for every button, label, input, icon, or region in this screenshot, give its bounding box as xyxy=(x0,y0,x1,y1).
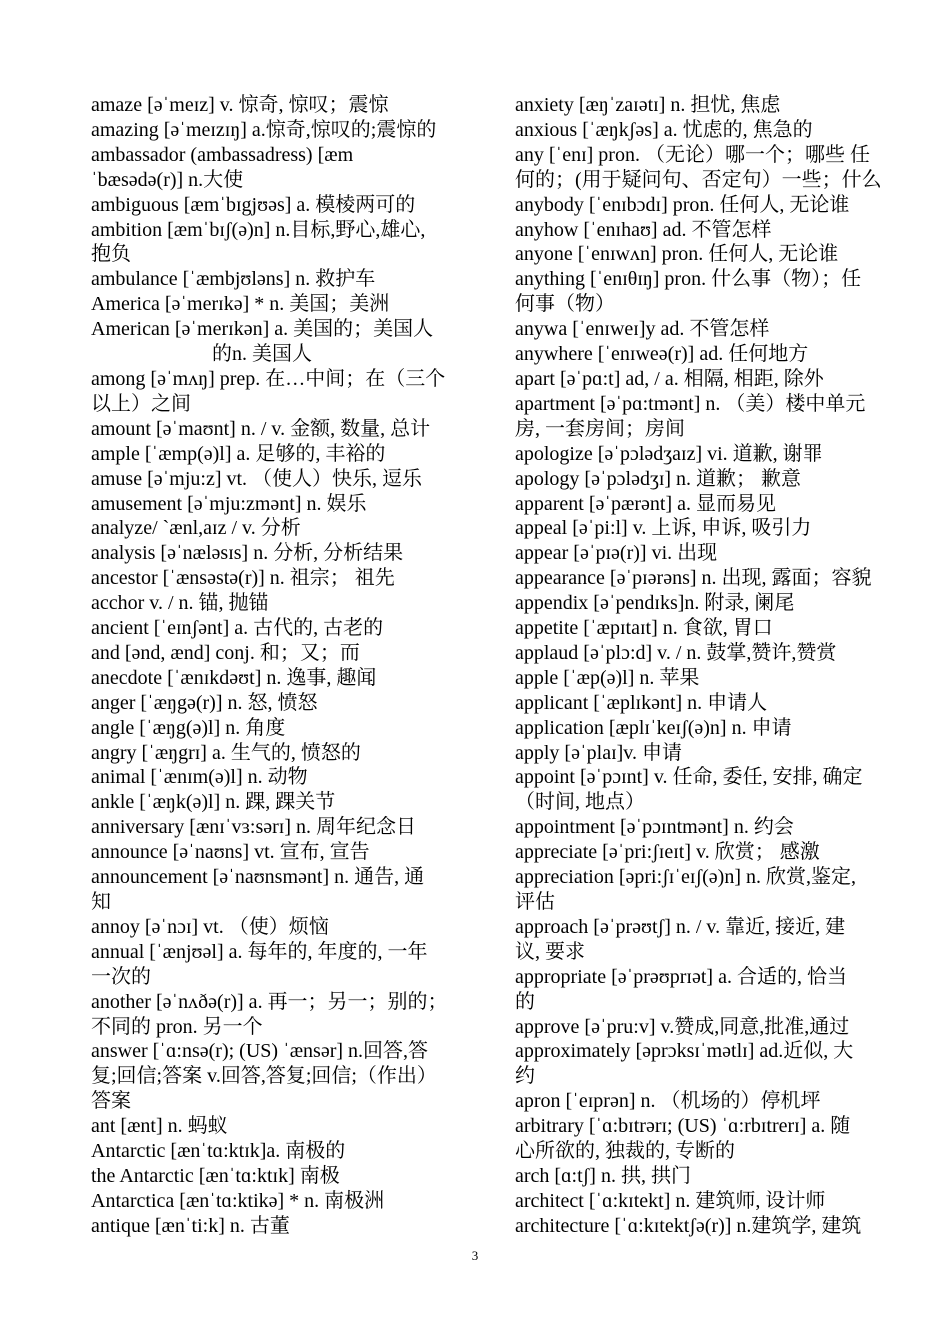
dictionary-entry xyxy=(91,1214,486,1239)
entry-line: the Antarctic [ænˈtɑ:ktɪk] 南极 xyxy=(91,1164,340,1187)
entry-line: amusement [əˈmju:zmənt] n. 娱乐 xyxy=(91,492,367,515)
entry-line: appearance [əˈpɪərəns] n. 出现, 露面；容貌 xyxy=(515,567,872,590)
entry-line: Antarctic [ænˈtɑ:ktɪk]a. 南极的 xyxy=(91,1140,346,1163)
dictionary-entry xyxy=(91,367,486,417)
entry-line: appeal [əˈpi:l] v. 上诉, 申诉, 吸引力 xyxy=(515,517,812,540)
entry-line: 何事（物） xyxy=(515,293,615,316)
dictionary-entry xyxy=(515,143,909,193)
entry-line: 一次的 xyxy=(91,965,151,988)
entry-line: amaze [əˈmeɪz] v. 惊奇, 惊叹；震惊 xyxy=(91,94,389,116)
entry-line: amuse [əˈmju:z] vt. （使人）快乐, 逗乐 xyxy=(91,467,423,490)
entry-line: annual [ˈænjʊəl] a. 每年的, 年度的, 一年 xyxy=(91,940,428,963)
right-column xyxy=(515,93,909,1239)
dictionary-entry xyxy=(91,118,486,143)
dictionary-entry xyxy=(515,218,909,243)
dictionary-entry xyxy=(91,616,486,641)
entry-line: applaud [əˈplɔ:d] v. / n. 鼓掌,赞许,赞赏 xyxy=(515,641,837,664)
entry-line: appendix [əˈpendɪks]n. 附录, 阑尾 xyxy=(515,592,795,615)
entry-line: 答案 xyxy=(91,1090,131,1113)
dictionary-entry xyxy=(91,143,486,193)
dictionary-entry xyxy=(515,591,909,616)
dictionary-entry xyxy=(515,1089,909,1114)
dictionary-entry xyxy=(91,691,486,716)
entry-line: （时间, 地点） xyxy=(515,791,645,814)
dictionary-entry xyxy=(91,666,486,691)
dictionary-entry xyxy=(515,93,909,118)
entry-line: 心所欲的, 独裁的, 专断的 xyxy=(515,1140,735,1163)
entry-line: appreciation [əpri:ʃɪˈeɪʃ(ə)n] n. 欣赏,鉴定, xyxy=(515,866,856,889)
entry-line: ambulance [ˈæmbjʊləns] n. 救护车 xyxy=(91,268,376,291)
entry-line: 房, 一套房间；房间 xyxy=(515,417,685,440)
dictionary-entry xyxy=(515,865,909,915)
dictionary-entry xyxy=(515,118,909,143)
entry-line: architect [ˈɑ:kɪtekt] n. 建筑师, 设计师 xyxy=(515,1189,826,1212)
entry-line: 何的；(用于疑问句、否定句）一些；什么 xyxy=(515,168,882,191)
dictionary-entry xyxy=(515,1015,909,1040)
entry-line: ambassador (ambassadress) [æm xyxy=(91,143,354,166)
entry-line: any [ˈenɪ] pron. （无论）哪一个；哪些 任 xyxy=(515,143,870,166)
entry-line: angle [ˈæŋg(ə)l] n. 角度 xyxy=(91,716,286,739)
dictionary-entry xyxy=(91,1114,486,1139)
entry-line: analysis [əˈnæləsɪs] n. 分析, 分析结果 xyxy=(91,542,404,565)
dictionary-entry xyxy=(515,1039,909,1089)
dictionary-entry xyxy=(515,492,909,517)
dictionary-entry xyxy=(91,93,486,118)
entry-line: announce [əˈnaʊns] vt. 宣布, 宣告 xyxy=(91,841,370,864)
entry-line: 不同的 pron. 另一个 xyxy=(91,1015,263,1038)
entry-line: anxious [ˈæŋkʃəs] a. 忧虑的, 焦急的 xyxy=(515,118,813,141)
entry-line: applicant [ˈæplɪkənt] n. 申请人 xyxy=(515,691,768,714)
entry-line: ˈbæsədə(r)] n.大使 xyxy=(91,168,244,191)
dictionary-entry xyxy=(91,218,486,268)
entry-line: announcement [əˈnaʊnsmənt] n. 通告, 通 xyxy=(91,866,425,889)
entry-line: anybody [ˈenɪbɔdɪ] pron. 任何人, 无论谁 xyxy=(515,193,850,216)
entry-line: ant [ænt] n. 蚂蚁 xyxy=(91,1115,228,1138)
dictionary-entry xyxy=(515,1114,909,1164)
entry-line: anywhere [ˈenɪweə(r)] ad. 任何地方 xyxy=(515,343,809,366)
entry-line: arbitrary [ˈɑ:bɪtrərɪ; (US) ˈɑ:rbɪtrerɪ] a. 随 xyxy=(515,1115,851,1138)
dictionary-entry xyxy=(91,1039,486,1114)
entry-line: appoint [əˈpɔɪnt] v. 任命, 委任, 安排, 确定 xyxy=(515,766,863,789)
dictionary-entry xyxy=(91,566,486,591)
entry-line: America [əˈmerɪkə] * n. 美国；美洲 xyxy=(91,293,390,316)
dictionary-entry xyxy=(91,467,486,492)
entry-line: answer [ˈɑ:nsə(r); (US) ˈænsər] n.回答,答 xyxy=(91,1040,429,1063)
dictionary-entry xyxy=(515,765,909,815)
entry-line: approve [əˈpru:v] v.赞成,同意,批准,通过 xyxy=(515,1015,850,1038)
entry-line: anger [ˈæŋgə(r)] n. 怒, 愤怒 xyxy=(91,691,318,714)
entry-line: angry [ˈæŋgrɪ] a. 生气的, 愤怒的 xyxy=(91,741,361,764)
entry-line: ancient [ˈeɪnʃənt] a. 古代的, 古老的 xyxy=(91,617,384,640)
dictionary-entry xyxy=(515,442,909,467)
dictionary-entry xyxy=(515,392,909,442)
entry-line: anecdote [ˈænɪkdəʊt] n. 逸事, 趣闻 xyxy=(91,666,377,689)
dictionary-entry xyxy=(91,790,486,815)
entry-line: appreciate [əˈpri:ʃɪeɪt] v. 欣赏； 感激 xyxy=(515,841,820,864)
entry-line: ample [ˈæmp(ə)l] a. 足够的, 丰裕的 xyxy=(91,442,386,465)
dictionary-entry xyxy=(515,915,909,965)
dictionary-entry xyxy=(91,1139,486,1164)
dictionary-entry xyxy=(91,591,486,616)
entry-line: animal [ˈænɪm(ə)l] n. 动物 xyxy=(91,766,308,789)
dictionary-entry xyxy=(515,317,909,342)
dictionary-entry xyxy=(515,741,909,766)
dictionary-entry xyxy=(515,516,909,541)
entry-line: apparent [əˈpærənt] a. 显而易见 xyxy=(515,492,777,515)
dictionary-entry xyxy=(91,292,486,317)
entry-line: ankle [ˈæŋk(ə)l] n. 踝, 踝关节 xyxy=(91,791,336,814)
dictionary-entry xyxy=(91,716,486,741)
entry-line: ambiguous [æmˈbɪgjʊəs] a. 模棱两可的 xyxy=(91,193,416,216)
entry-line: 评估 xyxy=(515,891,555,913)
dictionary-entry xyxy=(91,541,486,566)
entry-line: ancestor [ˈænsəstə(r)] n. 祖宗； 祖先 xyxy=(91,567,395,590)
entry-line: ambition [æmˈbɪʃ(ə)n] n.目标,野心,雄心, xyxy=(91,218,426,241)
dictionary-entry xyxy=(91,492,486,517)
entry-line: 知 xyxy=(91,891,111,913)
dictionary-entry xyxy=(91,267,486,292)
entry-line: analyze/ `ænl,aɪz / v. 分析 xyxy=(91,517,301,540)
entry-line: anything [ˈenɪθɪŋ] pron. 什么事（物）；任 xyxy=(515,268,862,291)
entry-line: anyhow [ˈenɪhaʊ] ad. 不管怎样 xyxy=(515,218,772,241)
entry-line: architecture [ˈɑ:kɪtektʃə(r)] n.建筑学, 建筑 xyxy=(515,1214,862,1237)
entry-line: among [əˈmʌŋ] prep. 在…中间；在（三个 xyxy=(91,367,446,390)
dictionary-entry xyxy=(515,616,909,641)
entry-line: 的 xyxy=(515,990,535,1013)
dictionary-entry xyxy=(91,1189,486,1214)
dictionary-entry xyxy=(515,467,909,492)
dictionary-entry xyxy=(91,765,486,790)
entry-line: arch [ɑ:tʃ] n. 拱, 拱门 xyxy=(515,1164,691,1187)
dictionary-entry xyxy=(515,691,909,716)
entry-line: acchor v. / n. 锚, 抛锚 xyxy=(91,592,269,615)
entry-line: apology [əˈpɔlədʒɪ] n. 道歉； 歉意 xyxy=(515,467,802,490)
entry-line: amazing [əˈmeɪzɪŋ] a.惊奇,惊叹的;震惊的 xyxy=(91,118,437,141)
entry-line: annoy [əˈnɔɪ] vt. （使）烦恼 xyxy=(91,915,329,938)
dictionary-entry xyxy=(91,516,486,541)
entry-line: amount [əˈmaʊnt] n. / v. 金额, 数量, 总计 xyxy=(91,417,431,440)
dictionary-entry xyxy=(91,990,486,1040)
dictionary-entry xyxy=(515,193,909,218)
entry-line: apart [əˈpɑ:t] ad, / a. 相隔, 相距, 除外 xyxy=(515,367,824,390)
dictionary-entry xyxy=(515,641,909,666)
entry-line: 复;回信;答案 v.回答,答复;回信;（作出） xyxy=(91,1065,437,1088)
entry-line: apologize [əˈpɔlədʒaɪz] vi. 道歉, 谢罪 xyxy=(515,442,823,465)
entry-line: Antarctica [ænˈtɑ:ktikə] * n. 南极洲 xyxy=(91,1189,385,1212)
entry-line: antique [ænˈti:k] n. 古董 xyxy=(91,1214,290,1237)
dictionary-entry xyxy=(515,367,909,392)
dictionary-entry xyxy=(91,865,486,915)
dictionary-entry xyxy=(515,815,909,840)
dictionary-entry xyxy=(515,965,909,1015)
dictionary-entry xyxy=(91,442,486,467)
entry-line: apply [əˈplaɪ]v. 申请 xyxy=(515,741,682,764)
dictionary-entry xyxy=(515,1164,909,1189)
dictionary-entry xyxy=(91,741,486,766)
dictionary-entry xyxy=(515,1189,909,1214)
dictionary-entry xyxy=(91,840,486,865)
entry-line: approximately [əprɔksɪˈmətlɪ] ad.近似, 大 xyxy=(515,1040,854,1063)
entry-line: anniversary [ænɪˈvɜ:sərɪ] n. 周年纪念日 xyxy=(91,816,416,839)
entry-line: application [æplɪˈkeɪʃ(ə)n] n. 申请 xyxy=(515,716,792,739)
entry-line: anxiety [æŋˈzaɪətɪ] n. 担忧, 焦虑 xyxy=(515,94,781,116)
entry-line: 议, 要求 xyxy=(515,940,585,963)
entry-line: appropriate [əˈprəʊprɪət] a. 合适的, 恰当 xyxy=(515,965,847,988)
dictionary-entry xyxy=(515,716,909,741)
dictionary-entry xyxy=(91,317,486,367)
dictionary-entry xyxy=(91,417,486,442)
entry-line: appear [əˈpɪə(r)] vi. 出现 xyxy=(515,542,718,565)
dictionary-entry xyxy=(515,541,909,566)
entry-line: and [ənd, ænd] conj. 和；又；而 xyxy=(91,641,360,664)
dictionary-entry xyxy=(515,242,909,267)
dictionary-entry xyxy=(515,342,909,367)
dictionary-entry xyxy=(91,1164,486,1189)
dictionary-entry xyxy=(515,566,909,591)
dictionary-entry xyxy=(91,193,486,218)
page-number: 3 xyxy=(471,1248,479,1263)
dictionary-entry xyxy=(91,815,486,840)
dictionary-entry xyxy=(91,940,486,990)
dictionary-entry xyxy=(515,666,909,691)
entry-line: apple [ˈæp(ə)l] n. 苹果 xyxy=(515,666,700,689)
entry-line: 约 xyxy=(515,1065,535,1088)
dictionary-entry xyxy=(515,267,909,317)
entry-line: 的n. 美国人 xyxy=(212,343,312,366)
entry-line: 以上）之间 xyxy=(91,392,191,415)
entry-line: 抱负 xyxy=(91,243,131,266)
left-column xyxy=(91,93,486,1239)
entry-line: appetite [ˈæpɪtaɪt] n. 食欲, 胃口 xyxy=(515,617,773,640)
entry-line: American [əˈmerɪkən] a. 美国的；美国人 xyxy=(91,318,434,341)
dictionary-entry xyxy=(91,915,486,940)
dictionary-entry xyxy=(515,1214,909,1239)
entry-line: approach [əˈprəʊtʃ] n. / v. 靠近, 接近, 建 xyxy=(515,915,846,938)
entry-line: apron [ˈeɪprən] n. （机场的）停机坪 xyxy=(515,1090,821,1113)
entry-line: anyone [ˈenɪwʌn] pron. 任何人, 无论谁 xyxy=(515,243,839,266)
entry-line: anywa [ˈenɪweɪ]y ad. 不管怎样 xyxy=(515,318,770,341)
dictionary-entry xyxy=(91,641,486,666)
dictionary-entry xyxy=(515,840,909,865)
entry-line: apartment [əˈpɑ:tmənt] n. （美）楼中单元 xyxy=(515,392,866,415)
entry-line: appointment [əˈpɔɪntmənt] n. 约会 xyxy=(515,816,794,839)
entry-line: another [əˈnʌðə(r)] a. 再一；另一；别的； xyxy=(91,990,448,1013)
